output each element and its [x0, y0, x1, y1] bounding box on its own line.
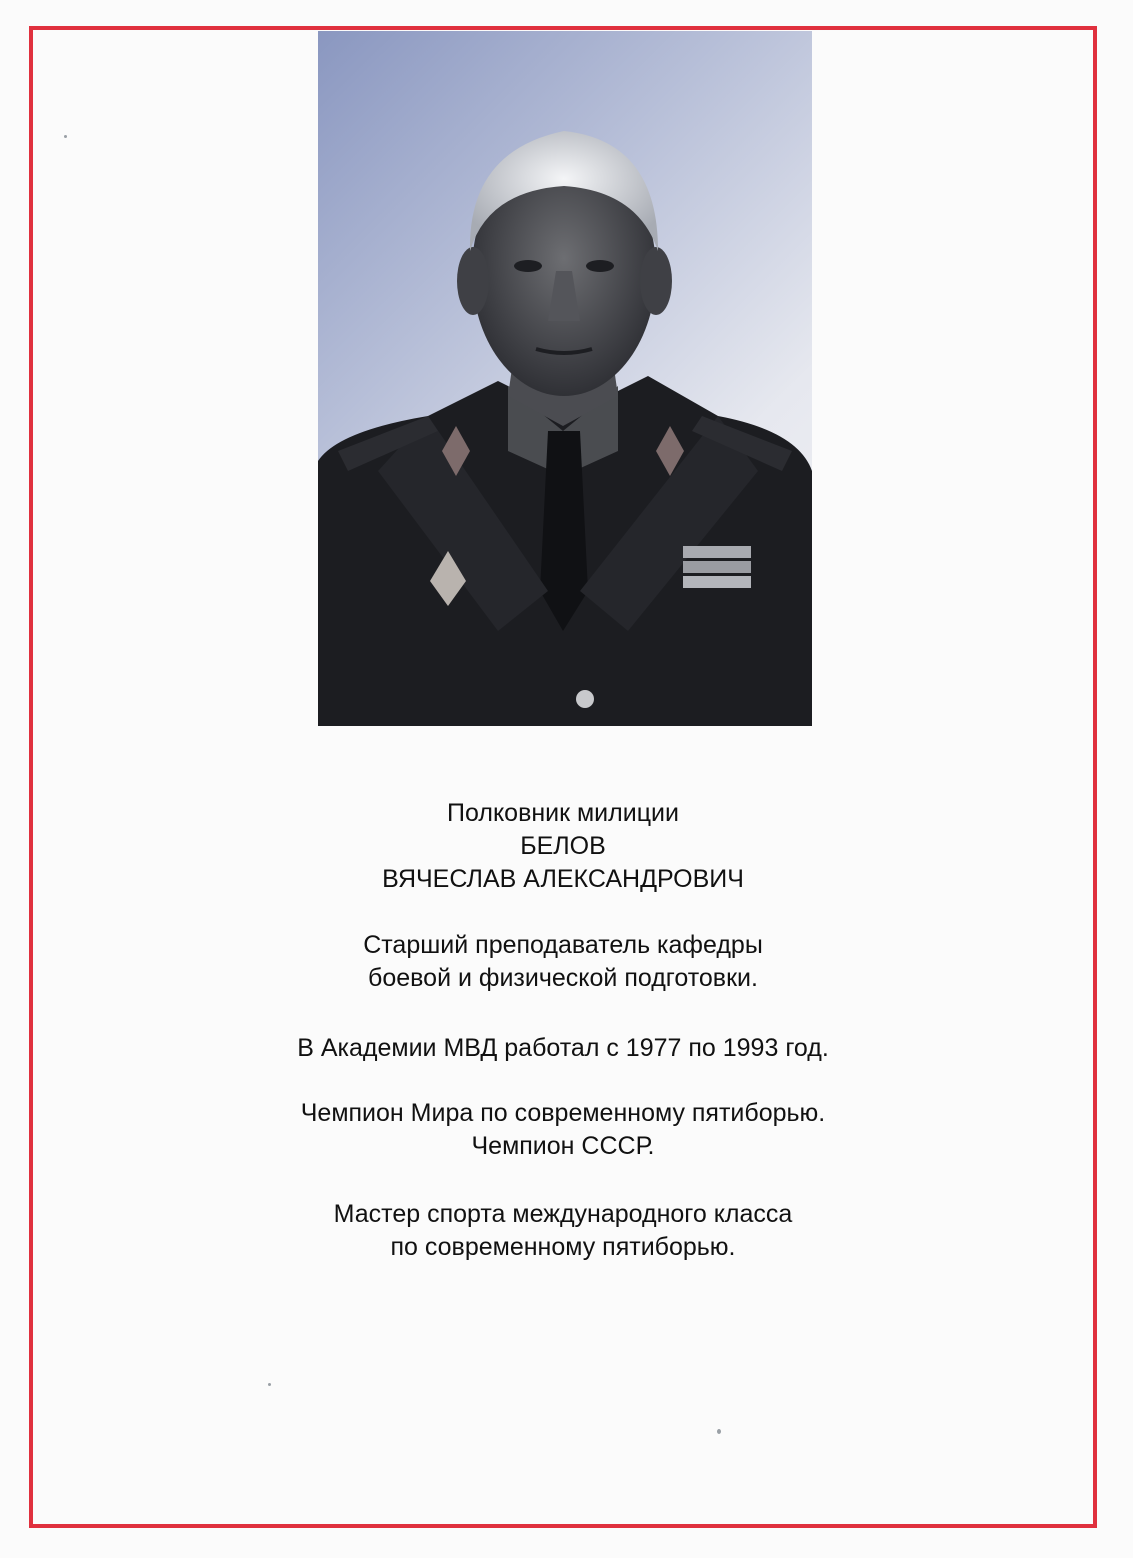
paper-speck	[268, 1383, 271, 1386]
title-line: Чемпион Мира по современному пятиборью.	[300, 1099, 826, 1127]
paper-speck	[64, 135, 67, 138]
position-block	[29, 929, 1097, 995]
surname-text: БЕЛОВ	[520, 832, 606, 860]
portrait-illustration	[318, 31, 812, 726]
sport-rank-line: Мастер спорта международного класса	[333, 1200, 793, 1228]
service-block	[29, 1032, 1097, 1065]
position-line: боевой и физической подготовки.	[368, 964, 758, 992]
given-names-text: ВЯЧЕСЛАВ АЛЕКСАНДРОВИЧ	[382, 865, 744, 893]
medal-ribbons-icon	[683, 546, 751, 588]
name-block	[29, 797, 1097, 896]
rank-text: Полковник милиции	[447, 799, 679, 827]
paper-speck	[717, 1429, 721, 1434]
portrait-photo	[318, 31, 812, 726]
titles-block	[29, 1097, 1097, 1163]
sport-rank-block	[29, 1198, 1097, 1264]
position-line: Старший преподаватель кафедры	[363, 931, 763, 959]
uniform-button-icon	[576, 690, 594, 708]
title-line: Чемпион СССР.	[471, 1132, 655, 1160]
sport-rank-line: по современному пятиборью.	[390, 1233, 736, 1261]
service-text: В Академии МВД работал с 1977 по 1993 год.	[297, 1034, 829, 1062]
